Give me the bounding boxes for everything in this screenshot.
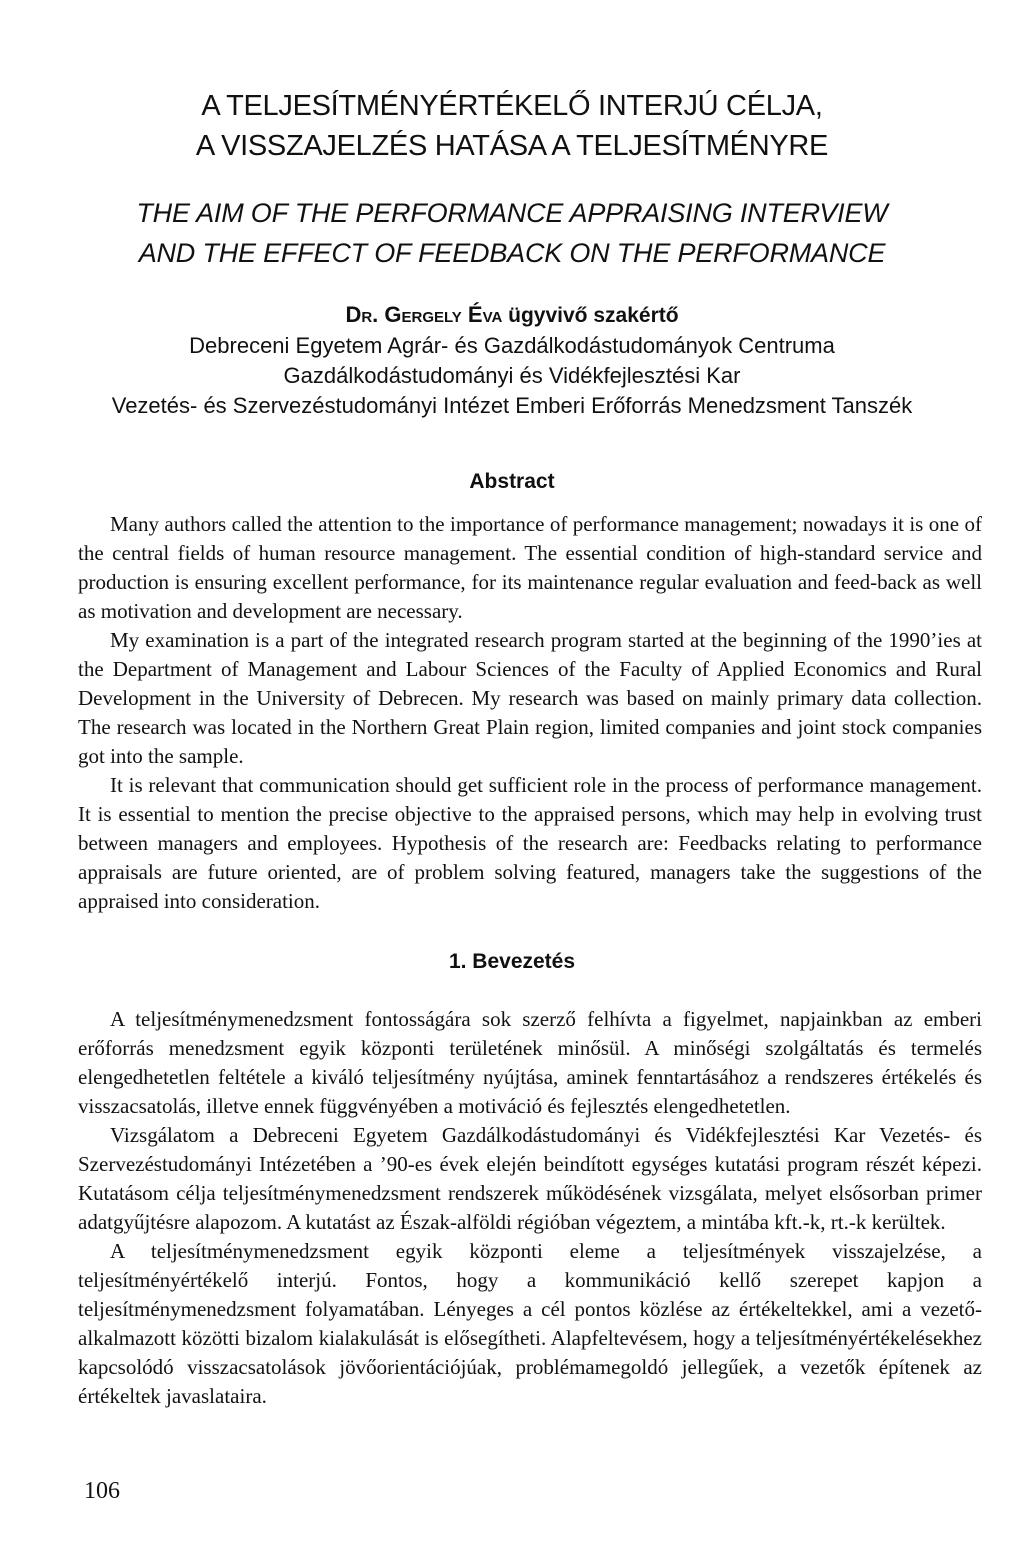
abstract-heading: Abstract <box>469 470 555 493</box>
affiliation-line-2: Gazdálkodástudományi és Vidékfejlesztési Kar <box>283 363 741 388</box>
abstract-paragraph: It is relevant that communication should get sufficient role in the process of performance management. It is essential to mention the precise objective to the appraised persons, which may help in evolving trust between managers and employees. Hypothesis of the research are: Feedbacks relating to performance appraisals are future oriented, are of problem solving featured, managers take the suggestions of the appraised into consideration. <box>78 773 982 913</box>
author-role: ügyvivő szakértő <box>508 304 679 327</box>
abstract-paragraph: My examination is a part of the integrated research program started at the beginning of the 1990’ies at the Department of Management and Labour Sciences of the Faculty of Applied Economics and Rural Development in the University of Debrecen. My research was based on mainly primary data collection. The research was located in the Northern Great Plain region, limited companies and joint stock companies got into the sample. <box>78 628 982 768</box>
section-heading: 1. Bevezetés <box>448 950 576 973</box>
title-en-line-2: AND THE EFFECT OF FEEDBACK ON THE PERFORMANCE <box>138 238 886 268</box>
abstract-body <box>78 510 982 916</box>
author-block <box>0 300 1024 421</box>
section-paragraph: Vizsgálatom a Debreceni Egyetem Gazdálkodástudományi és Vidékfejlesztési Kar Vezetés- és Szervezéstudományi Intézetében a ’90-es évek elején beindított egységes kutatási program részét képezi. Kutatásom célja teljesítménymenedzsment rendszerek működésének vizsgálata, melyet elsősorban primer adatgyűjtésre alapozom. A kutatást az Észak-alföldi régióban végeztem, a mintába kft.-k, rt.-k kerültek. <box>78 1123 982 1234</box>
abstract-paragraph: Many authors called the attention to the importance of performance management; nowadays it is one of the central fields of human resource management. The essential condition of high-standard service and production is ensuring excellent performance, for its maintenance regular evaluation and feed-back as well as motivation and development are necessary. <box>78 512 982 623</box>
affiliation-line-1: Debreceni Egyetem Agrár- és Gazdálkodástudományok Centruma <box>189 333 835 358</box>
author-name: Dr. Gergely Éva <box>345 302 503 327</box>
title-hu-line-1: A TELJESÍTMÉNYÉRTÉKELŐ INTERJÚ CÉLJA, <box>201 90 823 122</box>
affiliation-line-3: Vezetés- és Szervezéstudományi Intézet Emberi Erőforrás Menedzsment Tanszék <box>111 393 913 418</box>
title-english <box>0 193 1024 273</box>
title-en-line-1: THE AIM OF THE PERFORMANCE APPRAISING INTERVIEW <box>136 198 888 228</box>
title-hu-line-2: A VISSZAJELZÉS HATÁSA A TELJESÍTMÉNYRE <box>195 130 829 162</box>
section-paragraph: A teljesítménymenedzsment fontosságára sok szerző felhívta a figyelmet, napjainkban az emberi erőforrás menedzsment egyik központi területének minősül. A minőségi szolgáltatás és termelés elengedhetetlen feltétele a kiváló teljesítmény nyújtása, aminek fenntartásához a rendszeres értékelés és visszacsatolás, illetve ennek függvényében a motiváció és fejlesztés elengedhetetlen. <box>78 1007 982 1118</box>
title-hungarian <box>0 86 1024 166</box>
section-body <box>78 1005 982 1411</box>
page-number: 106 <box>84 1478 120 1504</box>
author-line <box>0 300 1024 331</box>
section-paragraph: A teljesítménymenedzsment egyik központi eleme a teljesítmények visszajelzése, a teljesítményértékelő interjú. Fontos, hogy a kommunikáció kellő szerepet kapjon a teljesítménymenedzsment folyamatában. Lényeges a cél pontos közlése az értékeltekkel, ami a vezető-alkalmazott közötti bizalom kialakulását is elősegítheti. Alapfeltevésem, hogy a teljesítményértékelésekhez kapcsolódó visszacsatolások jövőorientációjúak, problémamegoldó jellegűek, a vezetők építenek az értékeltek javaslataira. <box>78 1239 982 1408</box>
